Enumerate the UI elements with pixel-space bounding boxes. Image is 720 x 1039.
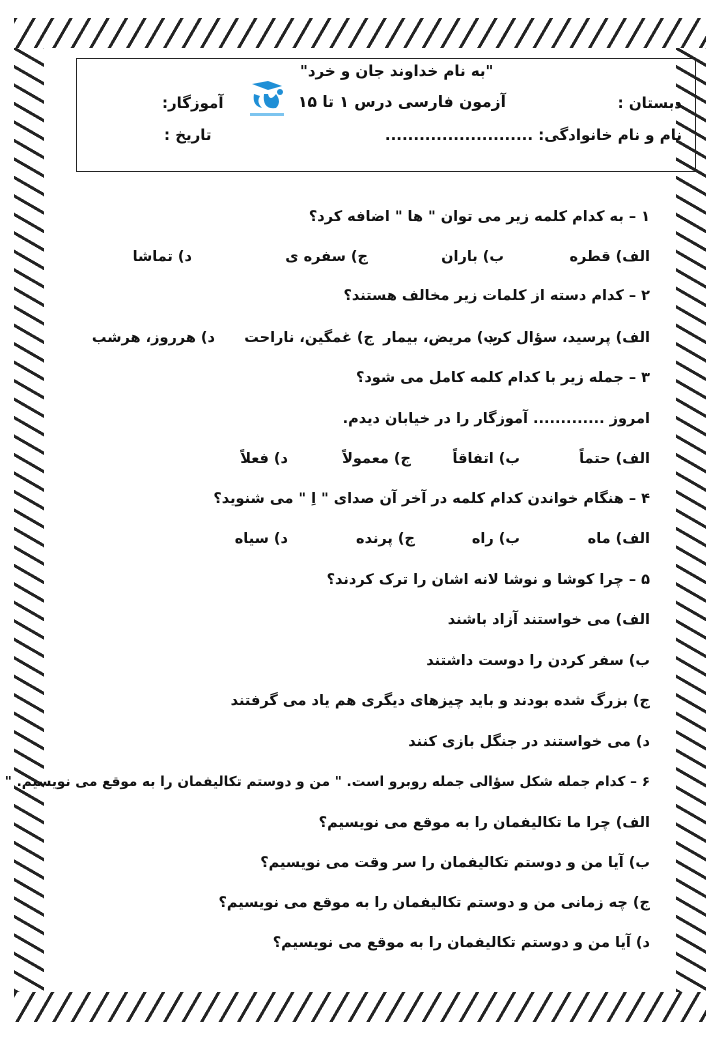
date-label: تاریخ : <box>164 126 212 144</box>
q5-option-d: د) می خواستند در جنگل بازی کنند <box>408 734 650 750</box>
decorative-border-left <box>14 48 44 992</box>
q3-sentence: امروز ............. آموزگار را در خیابان دیدم. <box>342 411 650 427</box>
q1-option-c: ج) سفره ی <box>285 249 368 265</box>
q5-option-b: ب) سفر کردن را دوست داشتند <box>426 653 650 669</box>
q4-option-b: ب) راه <box>471 531 520 547</box>
decorative-border-right <box>676 48 706 992</box>
q5-option-a: الف) می خواستند آزاد باشند <box>447 612 650 628</box>
q1-option-a: الف) قطره <box>569 249 650 265</box>
q3-option-d: د) فعلاً <box>240 451 288 467</box>
question-1: ۱ – به کدام کلمه زیر می توان " ها " اضافه کرد؟ <box>308 209 650 225</box>
q3-option-c: ج) معمولاً <box>342 451 411 467</box>
decorative-border-bottom <box>14 992 706 1022</box>
q6-option-d: د) آیا من و دوستم تکالیفمان را به موقع می نویسیم؟ <box>272 935 650 951</box>
q2-option-c: ج) غمگین، ناراحت <box>244 330 374 346</box>
q4-option-a: الف) ماه <box>587 531 650 547</box>
decorative-border-top <box>14 18 706 48</box>
school-label: دبستان : <box>617 94 682 112</box>
q6-option-a: الف) چرا ما تکالیفمان را به موقع می نویسیم؟ <box>318 815 650 831</box>
page-body <box>44 48 676 992</box>
q6-option-c: ج) چه زمانی من و دوستم تکالیفمان را به موقع می نویسیم؟ <box>218 895 650 911</box>
question-3: ۳ – جمله زیر با کدام کلمه کامل می شود؟ <box>355 370 650 386</box>
q2-option-a: الف) پرسید، سؤال کرد <box>486 330 650 346</box>
question-5: ۵ – چرا کوشا و نوشا لانه اشان را ترک کردند؟ <box>326 572 650 588</box>
q4-option-c: ج) پرنده <box>356 531 415 547</box>
question-4: ۴ – هنگام خواندن کدام کلمه در آخر آن صدای " اِ " می شنوید؟ <box>213 491 650 507</box>
q3-option-b: ب) اتفاقاً <box>452 451 520 467</box>
q2-option-b: ب) مریض، بیمار <box>383 330 498 346</box>
exam-title: آزمون فارسی درس ۱ تا ۱۵ <box>298 93 506 111</box>
q4-option-d: د) سیاه <box>234 531 288 547</box>
q3-option-a: الف) حتماً <box>579 451 650 467</box>
question-6: ۶ – کدام جمله شکل سؤالی جمله روبرو است. " من و دوستم تکالیفمان را به موقع می نویسیم. " <box>4 774 650 790</box>
q5-option-c: ج) بزرگ شده بودند و باید چیزهای دیگری هم یاد می گرفتند <box>230 693 650 709</box>
school-logo-icon <box>246 80 288 120</box>
question-2: ۲ – کدام دسته از کلمات زیر مخالف هستند؟ <box>343 288 650 304</box>
name-field-label: نام و نام خانوادگی: .......................... <box>384 126 682 144</box>
q1-option-b: ب) باران <box>441 249 504 265</box>
q1-option-d: د) تماشا <box>132 249 192 265</box>
q6-option-b: ب) آیا من و دوستم تکالیفمان را سر وقت می نویسیم؟ <box>260 855 650 871</box>
teacher-label: آموزگار: <box>162 94 224 112</box>
q2-option-d: د) هرروز، هرشب <box>91 330 215 346</box>
motto: "به نام خداوند جان و خرد" <box>300 62 494 80</box>
